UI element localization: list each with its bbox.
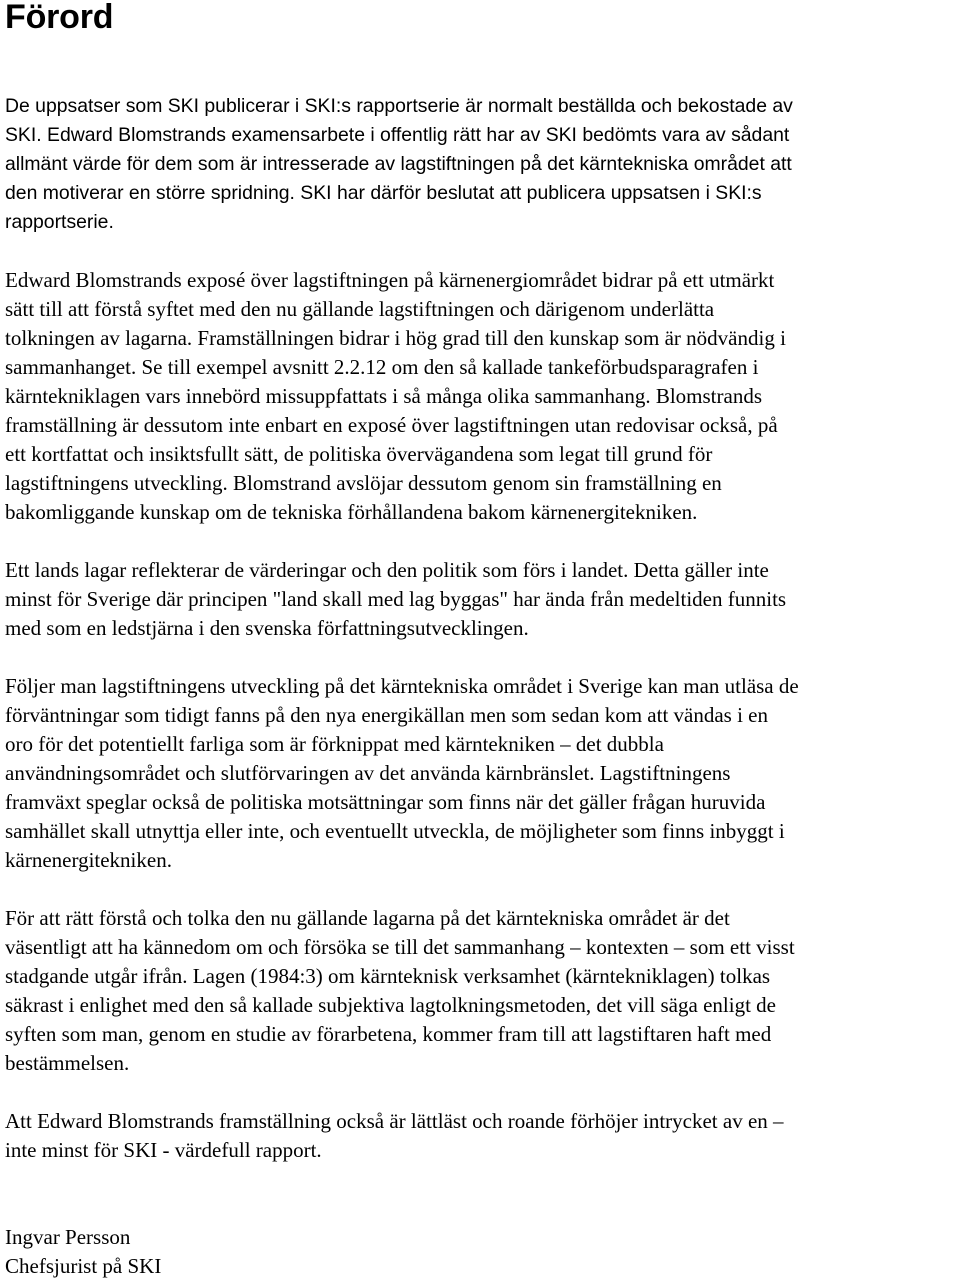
text-line: bestämmelsen. (5, 1051, 130, 1075)
text-line: Följer man lagstiftningens utveckling på det kärntekniska området i Sverige kan man utläsa de (5, 674, 799, 698)
text-line: förväntningar som tidigt fanns på den nya energikällan men som sedan kom att vändas i en (5, 703, 769, 727)
text-line: stadgande utgår ifrån. Lagen (1984:3) om kärnteknisk verksamhet (kärntekniklagen) tolkas (5, 964, 771, 988)
text-line: SKI. Edward Blomstrands examensarbete i offentlig rätt har av SKI bedömts vara av sådant (5, 124, 790, 146)
text-line: oro för det potentiellt farliga som är förknippat med kärntekniken – det dubbla (5, 732, 664, 756)
document-page (5, 0, 957, 1281)
text-line: allmänt värde för dem som är intresserade av lagstiftningen på det kärntekniska området att (5, 153, 792, 175)
text-line: Edward Blomstrands exposé över lagstiftningen på kärnenergiområdet bidrar på ett utmärkt (5, 268, 775, 292)
text-line: framställning är dessutom inte enbart en exposé över lagstiftningen utan redovisar också, på (5, 413, 778, 437)
text-line: med som en ledstjärna i den svenska författningsutvecklingen. (5, 616, 529, 640)
text-line: väsentligt att ha kännedom om och försöka se till det sammanhang – kontexten – som ett visst (5, 935, 795, 959)
paragraph-tolkning (5, 904, 957, 1078)
text-line: ett kortfattat och insiktsfullt sätt, de politiska övervägandena som legat till grund för (5, 442, 713, 466)
text-line: inte minst för SKI - värdefull rapport. (5, 1138, 322, 1162)
signature-name: Ingvar Persson (5, 1225, 131, 1249)
text-line: lagstiftningens utveckling. Blomstrand avslöjar dessutom genom sin framställning en (5, 471, 722, 495)
text-line: syften som man, genom en studie av förarbetena, kommer fram till att lagstiftaren haft med (5, 1022, 772, 1046)
text-line: framväxt speglar också de politiska motsättningar som finns när det gäller frågan huruvida (5, 790, 766, 814)
text-line: användningsområdet och slutförvaringen av det använda kärnbränslet. Lagstiftningens (5, 761, 731, 785)
signature-role: Chefsjurist på SKI (5, 1254, 162, 1278)
text-line: minst för Sverige där principen "land skall med lag byggas" har ända från medeltiden funnits (5, 587, 787, 611)
text-line: sammanhanget. Se till exempel avsnitt 2.2.12 om den så kallade tankeförbudsparagrafen i (5, 355, 759, 379)
text-line: den motiverar en större spridning. SKI har därför beslutat att publicera uppsatsen i SKI:s (5, 182, 762, 204)
paragraph-utveckling (5, 672, 957, 875)
paragraph-conclusion (5, 1107, 957, 1165)
page-title: Förord (5, 0, 114, 36)
text-line: sätt till att förstå syftet med den nu gällande lagstiftningen och därigenom underlätta (5, 297, 715, 321)
text-line: bakomliggande kunskap om de tekniska förhållandena bakom kärnenergitekniken. (5, 500, 698, 524)
text-line: Att Edward Blomstrands framställning också är lättläst och roande förhöjer intrycket av en – (5, 1109, 784, 1133)
paragraph-intro (5, 92, 957, 237)
text-line: rapportserie. (5, 211, 114, 233)
signature-block (5, 1223, 957, 1281)
paragraph-lands-lagar (5, 556, 957, 643)
paragraph-expose (5, 266, 957, 527)
text-line: säkrast i enlighet med den så kallade subjektiva lagtolkningsmetoden, det vill säga enligt de (5, 993, 776, 1017)
text-line: För att rätt förstå och tolka den nu gällande lagarna på det kärntekniska området är det (5, 906, 730, 930)
text-line: kärnenergitekniken. (5, 848, 172, 872)
text-line: tolkningen av lagarna. Framställningen bidrar i hög grad till den kunskap som är nödvändig i (5, 326, 786, 350)
text-line: De uppsatser som SKI publicerar i SKI:s rapportserie är normalt beställda och bekostade av (5, 95, 793, 117)
text-line: kärntekniklagen vars innebörd missuppfattats i så många olika sammanhang. Blomstrands (5, 384, 763, 408)
text-line: Ett lands lagar reflekterar de värderingar och den politik som förs i landet. Detta gäller inte (5, 558, 769, 582)
text-line: samhället skall utnyttja eller inte, och eventuellt utveckla, de möjligheter som finns inbyggt i (5, 819, 785, 843)
